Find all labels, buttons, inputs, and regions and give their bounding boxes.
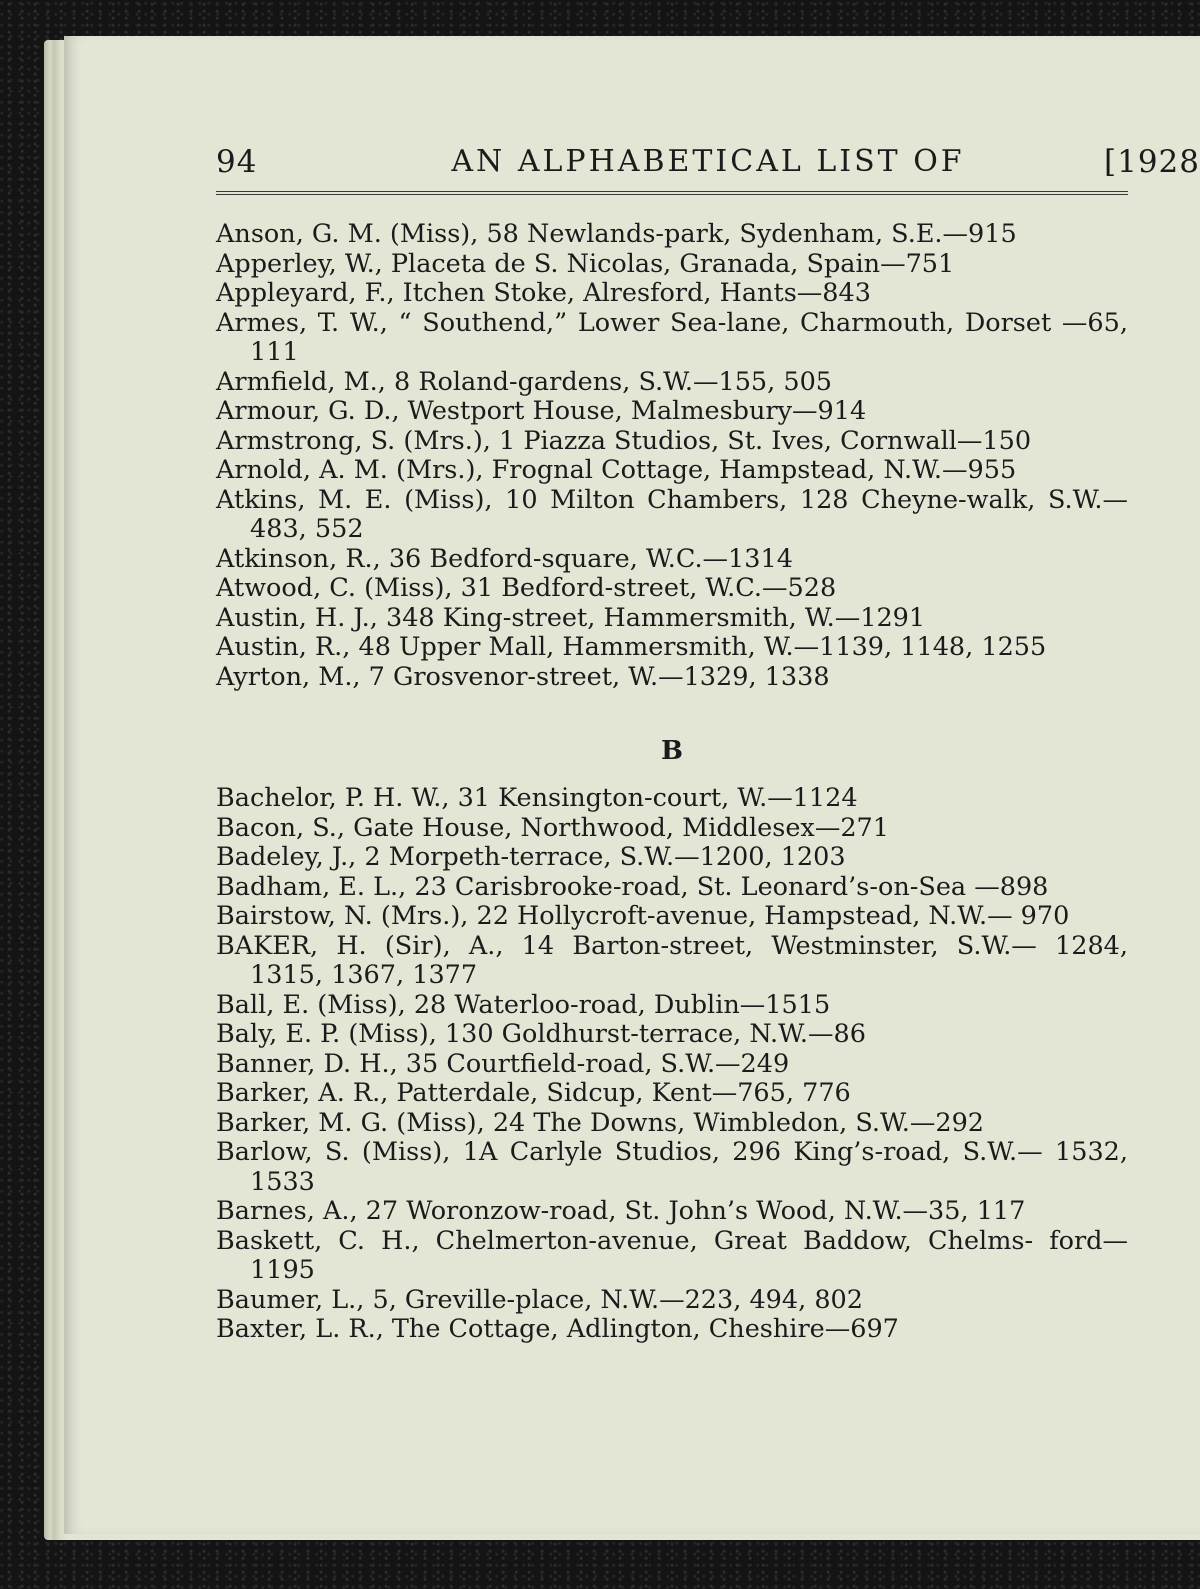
list-entry: Austin, R., 48 Upper Mall, Hammersmith, W.—1139, 1148, 1255 [216, 632, 1047, 662]
list-entry: Appleyard, F., Itchen Stoke, Alresford, Hants—843 [216, 278, 871, 308]
list-entry: Austin, H. J., 348 King-street, Hammersmith, W.—1291 [216, 602, 926, 633]
entry-list-a [216, 220, 1128, 692]
list-entry: Barker, M. G. (Miss), 24 The Downs, Wimbledon, S.W.—292 [216, 1107, 985, 1138]
list-entry: Barnes, A., 27 Woronzow-road, St. John’s Wood, N.W.—35, 117 [216, 1196, 1026, 1226]
list-entry: Atwood, C. (Miss), 31 Bedford-street, W.C.—528 [216, 573, 837, 603]
list-entry: Armstrong, S. (Mrs.), 1 Piazza Studios, St. Ives, Cornwall—150 [216, 425, 1032, 456]
header-double-rule [216, 191, 1128, 195]
list-entry: Anson, G. M. (Miss), 58 Newlands-park, Sydenham, S.E.—915 [216, 219, 1017, 249]
list-entry: Baly, E. P. (Miss), 130 Goldhurst-terrace, N.W.—86 [216, 1019, 866, 1049]
entry-list-b [216, 784, 1128, 1345]
list-entry: Bachelor, P. H. W., 31 Kensington-court, W.—1124 [216, 783, 858, 813]
list-entry: Armour, G. D., Westport House, Malmesbury—914 [216, 396, 867, 426]
page-number: 94 [216, 144, 258, 180]
list-entry: Ayrton, M., 7 Grosvenor-street, W.—1329, 1338 [216, 661, 830, 692]
list-entry: Bairstow, N. (Mrs.), 22 Hollycroft-avenue, Hampstead, N.W.— 970 [216, 901, 1070, 931]
list-entry: Arnold, A. M. (Mrs.), Frognal Cottage, Hampstead, N.W.—955 [216, 455, 1017, 485]
list-entry: Atkins, M. E. (Miss), 10 Milton Chambers, 128 Cheyne-walk, S.W.—483, 552 [216, 484, 1128, 544]
list-entry: Apperley, W., Placeta de S. Nicolas, Granada, Spain—751 [216, 248, 955, 279]
list-entry: Bacon, S., Gate House, Northwood, Middlesex—271 [216, 812, 889, 843]
page-year: [1928 [1104, 144, 1200, 180]
list-entry: Baxter, L. R., The Cottage, Adlington, Cheshire—697 [216, 1314, 899, 1344]
list-entry: Atkinson, R., 36 Bedford-square, W.C.—1314 [216, 543, 793, 574]
list-entry: Badeley, J., 2 Morpeth-terrace, S.W.—1200, 1203 [216, 842, 846, 872]
list-entry: Ball, E. (Miss), 28 Waterloo-road, Dublin—1515 [216, 989, 831, 1020]
list-entry: Banner, D. H., 35 Courtfield-road, S.W.—249 [216, 1048, 790, 1079]
section-heading-b: B [661, 736, 683, 766]
book-page [64, 36, 1200, 1534]
list-entry: Baskett, C. H., Chelmerton-avenue, Great Baddow, Chelms- ford—1195 [216, 1225, 1128, 1285]
list-entry: BAKER, H. (Sir), A., 14 Barton-street, Westminster, S.W.— 1284, 1315, 1367, 1377 [216, 930, 1128, 990]
list-entry: Barlow, S. (Miss), 1A Carlyle Studios, 296 King’s-road, S.W.— 1532, 1533 [216, 1137, 1128, 1197]
list-entry: Armfield, M., 8 Roland-gardens, S.W.—155, 505 [216, 366, 833, 397]
running-head [216, 144, 1200, 184]
list-entry: Armes, T. W., “ Southend,” Lower Sea-lane, Charmouth, Dorset —65, 111 [216, 307, 1128, 367]
list-entry: Barker, A. R., Patterdale, Sidcup, Kent—765, 776 [216, 1078, 851, 1108]
page-title: AN ALPHABETICAL LIST OF [451, 144, 965, 179]
list-entry: Badham, E. L., 23 Carisbrooke-road, St. Leonard’s-on-Sea —898 [216, 871, 1049, 902]
list-entry: Baumer, L., 5, Greville-place, N.W.—223, 494, 802 [216, 1284, 864, 1315]
